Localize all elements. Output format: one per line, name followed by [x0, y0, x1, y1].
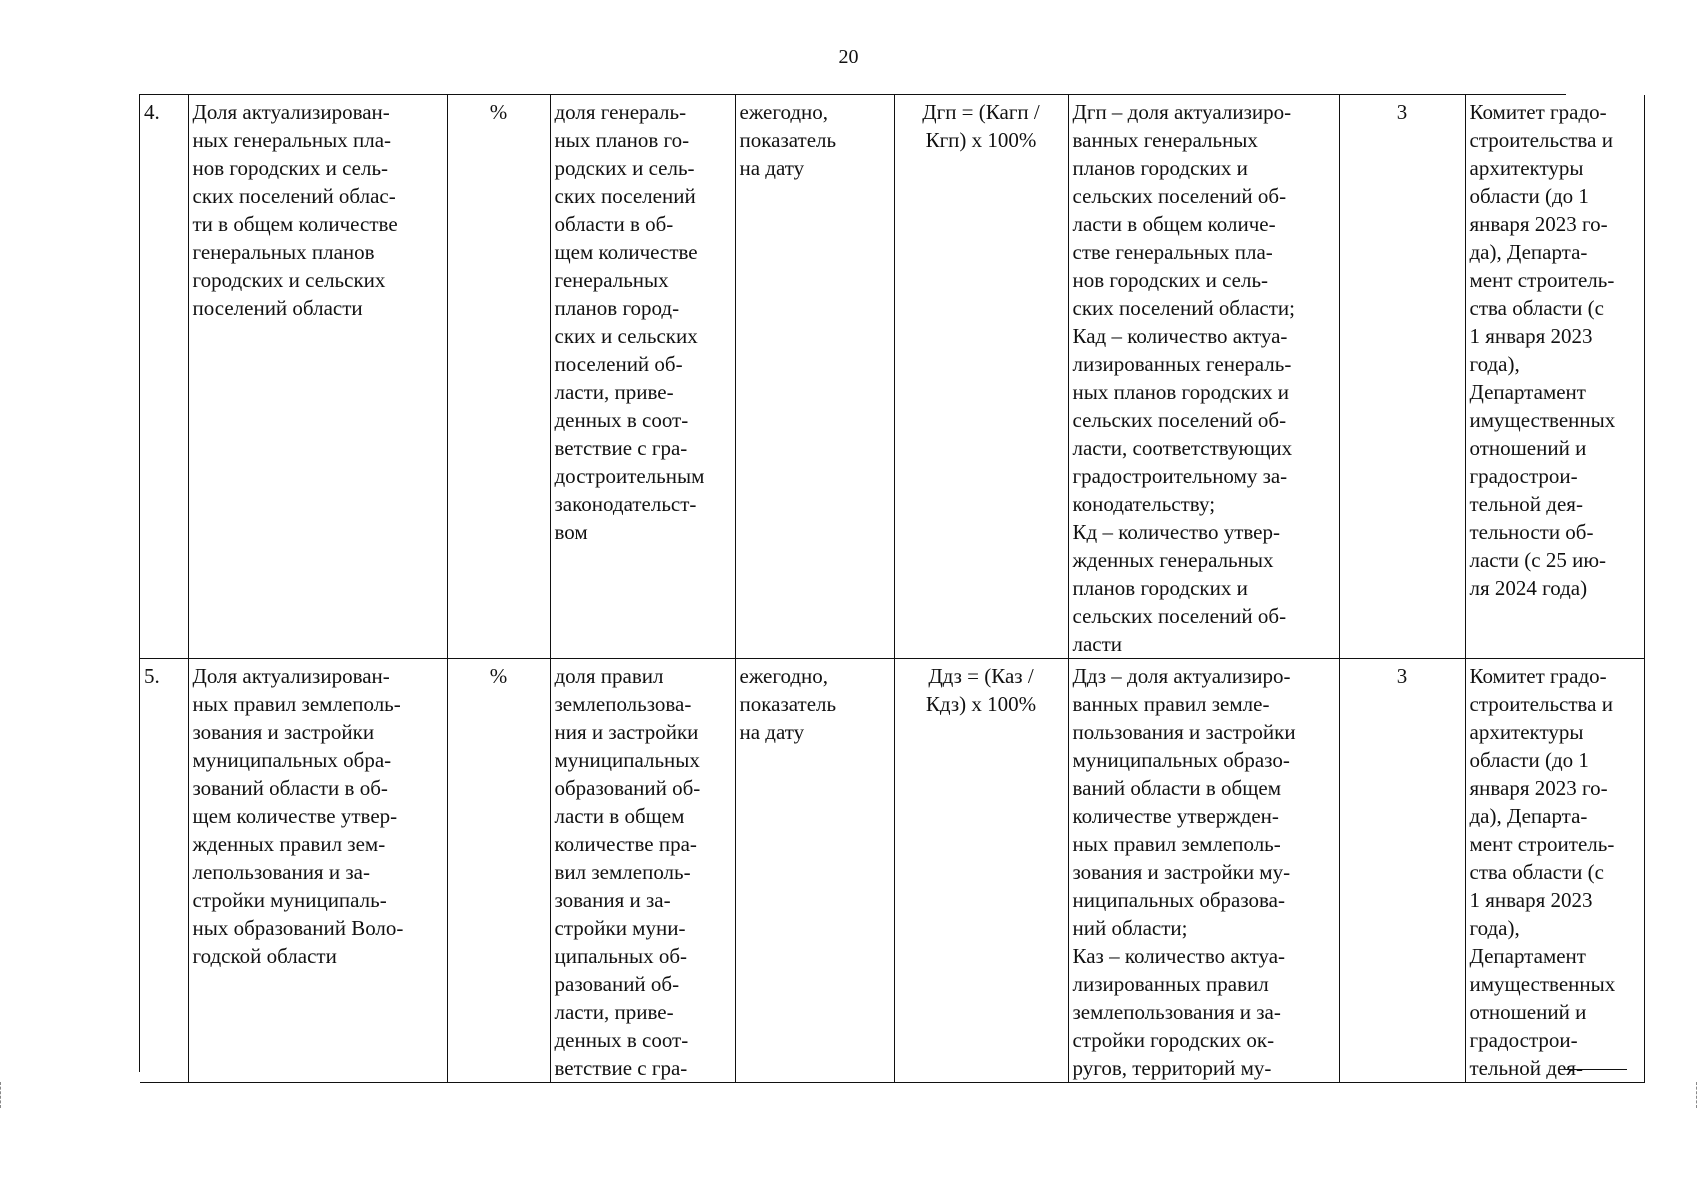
indicator-name: Доля актуализирован- ных правил землеполь- зования и застройки муниципальных обра- зований области в об- щем количестве утвер- жденных правил зем- лепользования и за- стройки муниципаль- ных образований Воло- годской области [188, 659, 447, 1083]
formula-variables: Ддз – доля актуализиро- ванных правил земле- пользования и застройки муниципальных образо- ваний области в общем количестве утвержден- ных правил землеполь- зования и застройки му- ниципальных образова- ний области; Каз – количество актуа- лизированных правил землепользования и за- стройки городских ок- ругов, территорий му- [1068, 659, 1339, 1083]
unit-of-measure: % [447, 659, 550, 1083]
formula-variables: Дгп – доля актуализиро- ванных генеральных планов городских и сельских поселений об- ласти в общем количе- стве генеральных пла- нов городских и сель- ских поселений области; Кад – количество актуа- лизированных генераль- ных планов городских и сельских поселений об- ласти, соответствующих градостроительному за- конодательству; Кд – количество утвер- жденных генеральных планов городских и сельских поселений об- ласти [1068, 95, 1339, 659]
table-row-5 [140, 659, 1644, 1083]
scan-edge-mark-left [0, 1082, 3, 1108]
indicator-definition: доля генераль- ных планов го- родских и сель- ских поселений области в об- щем количестве генеральных планов город- ских и сельских поселений об- ласти, приве- денных в соот- ветствие с гра- достроительным законодательст- вом [550, 95, 735, 659]
table-row-4 [140, 95, 1644, 659]
row-number: 4. [140, 95, 188, 659]
indicators-table-container [139, 94, 1616, 1080]
unit-of-measure: % [447, 95, 550, 659]
calculation-frequency: ежегодно, показатель на дату [735, 659, 894, 1083]
collection-method: 3 [1339, 659, 1465, 1083]
indicator-definition: доля правил землепользова- ния и застройки муниципальных образований об- ласти в общем количестве пра- вил землеполь- зования и за- стройки муни- ципальных об- разований об- ласти, приве- денных в соот- ветствие с гра- [550, 659, 735, 1083]
responsible-body: Комитет градо- строительства и архитектуры области (до 1 января 2023 го- да), Департа- мент строитель- ства области (с 1 января 2023 года), Департамент имущественных отношений и градострои- тельной дея- тельности об- ласти (с 25 ию- ля 2024 года) [1465, 95, 1644, 659]
calculation-formula: Ддз = (Каз / Кдз) х 100% [894, 659, 1068, 1083]
page-number: 20 [838, 46, 859, 68]
calculation-formula: Дгп = (Кагп / Кгп) х 100% [894, 95, 1068, 659]
row-number: 5. [140, 659, 188, 1083]
calculation-frequency: ежегодно, показатель на дату [735, 95, 894, 659]
table-cut-line [1565, 1069, 1627, 1070]
collection-method: 3 [1339, 95, 1465, 659]
responsible-body: Комитет градо- строительства и архитектуры области (до 1 января 2023 го- да), Департа- мент строитель- ства области (с 1 января 2023 года), Департамент имущественных отношений и градострои- тельной дея- [1465, 659, 1644, 1083]
indicator-name: Доля актуализирован- ных генеральных пла- нов городских и сель- ских поселений облас- ти в общем количестве генеральных планов городских и сельских поселений области [188, 95, 447, 659]
indicators-table [140, 95, 1645, 1083]
